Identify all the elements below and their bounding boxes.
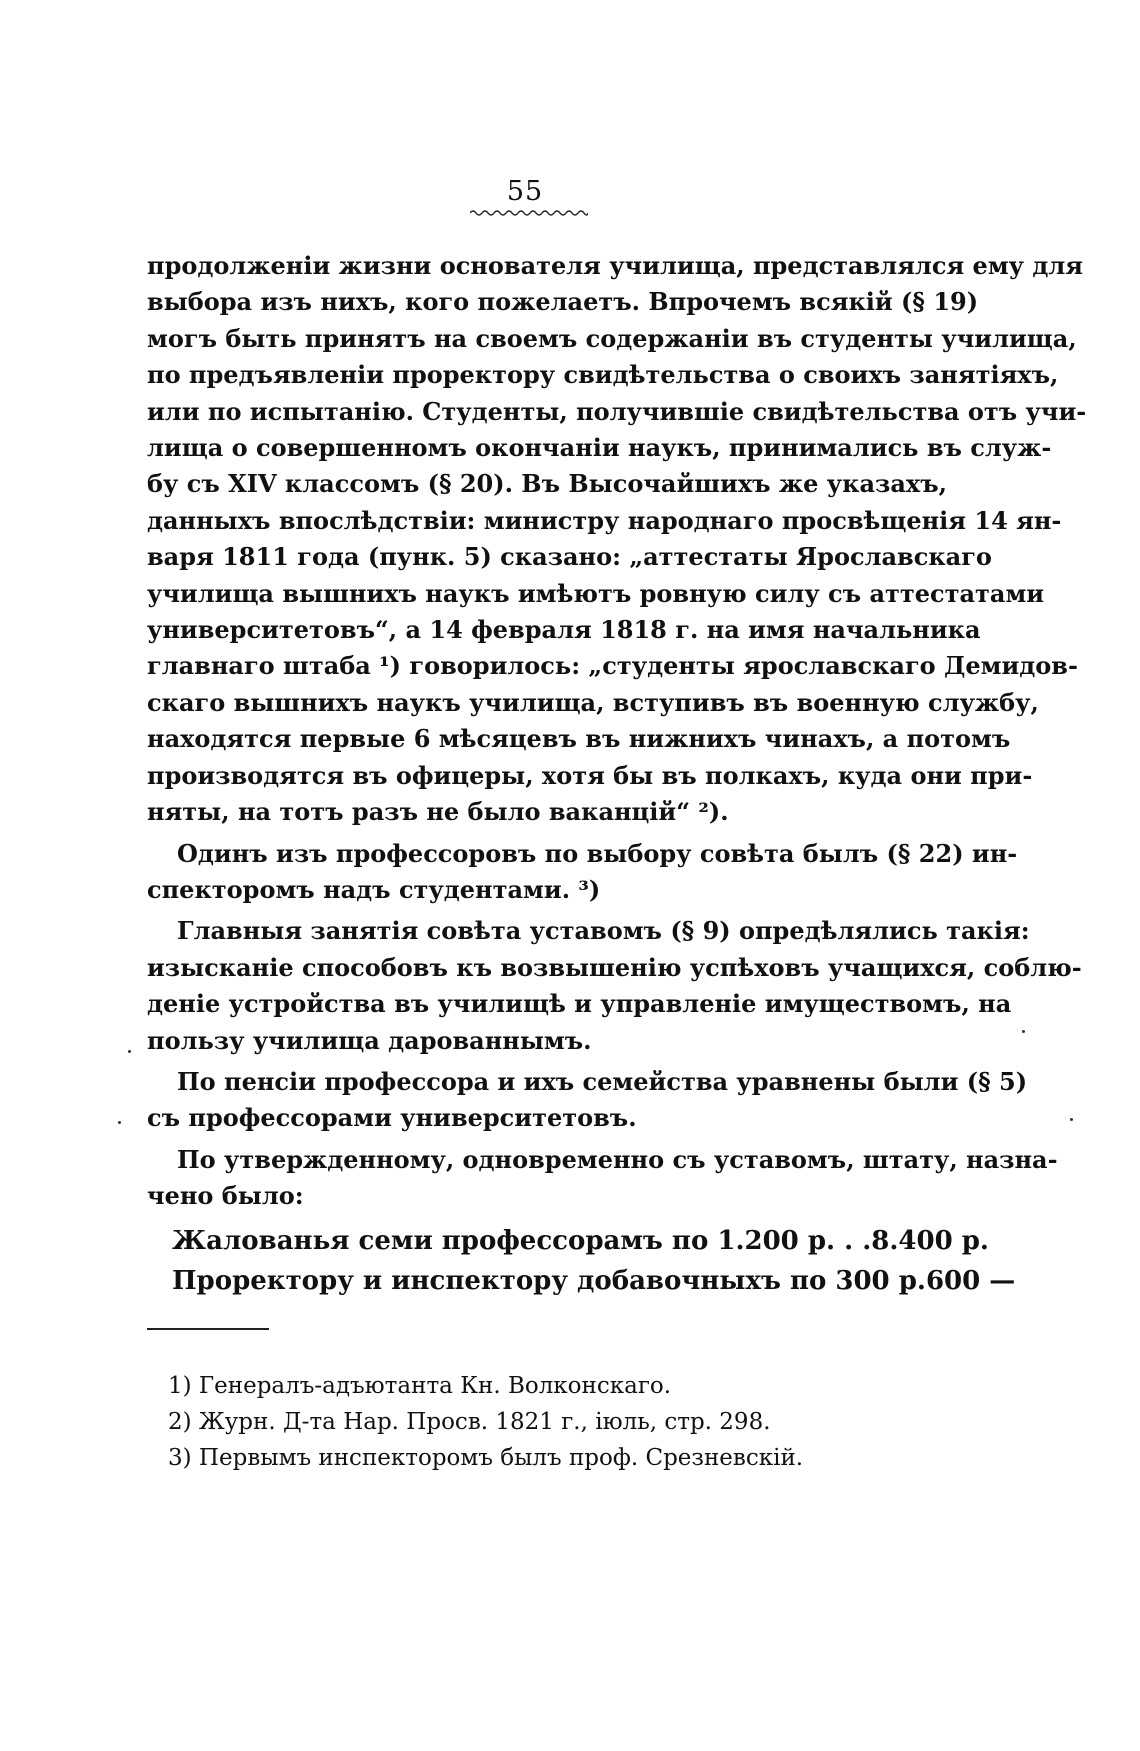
text-line: данныхъ впослѣдствіи: министру народнаго просвѣщенія 14 ян- bbox=[147, 505, 1062, 535]
page-number-ornament bbox=[470, 208, 588, 218]
text-line: выбора изъ нихъ, кого пожелаетъ. Впрочемъ всякій (§ 19) bbox=[147, 287, 979, 317]
text-line: могъ быть принятъ на своемъ содержаніи въ студенты училища, bbox=[147, 323, 1077, 353]
text-line: деніе устройства въ училищѣ и управленіе имуществомъ, на bbox=[147, 989, 1012, 1019]
paragraph-1 bbox=[147, 248, 1087, 831]
text-line: пользу училища дарованнымъ. bbox=[147, 1025, 592, 1055]
text-line: университетовъ“, а 14 февраля 1818 г. на имя начальника bbox=[147, 615, 981, 645]
footnote-text: Первымъ инспекторомъ былъ проф. Срезневскій. bbox=[198, 1445, 804, 1471]
scan-speck bbox=[128, 1050, 131, 1053]
text-line: съ профессорами университетовъ. bbox=[147, 1103, 637, 1133]
text-line: По пенсіи профессора и ихъ семейства уравнены были (§ 5) bbox=[177, 1066, 1028, 1096]
text-line: Главныя занятія совѣта уставомъ (§ 9) опредѣлялись такія: bbox=[177, 916, 1030, 946]
text-line: изысканіе способовъ къ возвышенію успѣховъ учащихся, соблю- bbox=[147, 952, 1082, 982]
footnote-marker: 1) bbox=[168, 1373, 192, 1399]
paragraph-3 bbox=[147, 913, 1082, 1059]
footnote-marker: 3) bbox=[168, 1445, 192, 1471]
footnote-3 bbox=[168, 1440, 803, 1476]
footnote-text: Журн. Д-та Нар. Просв. 1821 г., іюль, стр. 298. bbox=[198, 1409, 771, 1435]
footnote-marker: 2) bbox=[168, 1409, 192, 1435]
salary-amount: 600 — bbox=[925, 1265, 1016, 1296]
scan-speck bbox=[1070, 1118, 1073, 1121]
text-line: училища вышнихъ наукъ имѣютъ ровную силу съ аттестатами bbox=[147, 578, 1045, 608]
scan-speck bbox=[118, 1121, 121, 1124]
text-line: Одинъ изъ профессоровъ по выбору совѣта былъ (§ 22) ин- bbox=[177, 838, 1018, 868]
text-line: главнаго штаба ¹) говорилось: „студенты ярославскаго Демидов- bbox=[147, 651, 1078, 681]
text-line: продолженіи жизни основателя училища, представлялся ему для bbox=[147, 251, 1084, 280]
footnote-separator bbox=[147, 1328, 269, 1330]
salary-row bbox=[147, 1221, 989, 1261]
salary-description: Жалованья семи профессорамъ по 1.200 р. . . bbox=[172, 1225, 872, 1256]
text-line: спекторомъ надъ студентами. ³) bbox=[147, 874, 601, 904]
text-line: скаго вышнихъ наукъ училища, вступивъ въ военную службу, bbox=[147, 687, 1039, 717]
footnote-1 bbox=[168, 1368, 803, 1404]
footnotes bbox=[168, 1368, 803, 1476]
text-line: варя 1811 года (пунк. 5) сказано: „аттестаты Ярославскаго bbox=[147, 542, 992, 572]
text-line: По утвержденному, одновременно съ уставомъ, штату, назна- bbox=[177, 1144, 1058, 1174]
scan-speck bbox=[1022, 1030, 1025, 1033]
footnote-2 bbox=[168, 1404, 803, 1440]
salary-table bbox=[147, 1221, 1016, 1301]
text-line: или по испытанію. Студенты, получившіе свидѣтельства отъ учи- bbox=[147, 396, 1087, 426]
salary-amount: 8.400 р. bbox=[871, 1225, 989, 1256]
text-line: по предъявленіи проректору свидѣтельства о своихъ занятіяхъ, bbox=[147, 360, 1059, 390]
text-line: чено было: bbox=[147, 1181, 304, 1211]
footnote-text: Генералъ-адъютанта Кн. Волконскаго. bbox=[198, 1373, 672, 1399]
salary-row bbox=[147, 1261, 1016, 1301]
page-number: 55 bbox=[506, 176, 544, 207]
text-line: находятся первые 6 мѣсяцевъ въ нижнихъ чинахъ, а потомъ bbox=[147, 724, 1011, 754]
salary-description: Проректору и инспектору добавочныхъ по 300 р. bbox=[172, 1265, 926, 1296]
paragraph-4 bbox=[147, 1064, 1028, 1137]
text-line: бу съ XIV классомъ (§ 20). Въ Высочайшихъ же указахъ, bbox=[147, 469, 947, 499]
paragraph-5 bbox=[147, 1142, 1058, 1215]
body-text bbox=[147, 248, 1087, 1301]
paragraph-2 bbox=[147, 836, 1018, 909]
text-line: лища о совершенномъ окончаніи наукъ, принимались въ служ- bbox=[147, 433, 1052, 463]
text-line: няты, на тотъ разъ не было ваканцій“ ²). bbox=[147, 797, 729, 827]
text-line: производятся въ офицеры, хотя бы въ полкахъ, куда они при- bbox=[147, 760, 1033, 790]
